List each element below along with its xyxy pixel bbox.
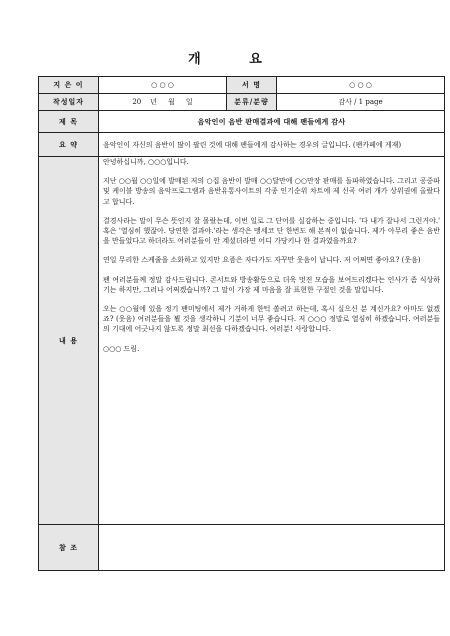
subject-label: 제 목 <box>39 111 99 133</box>
overview-form <box>38 76 445 571</box>
reference-label: 참 조 <box>39 525 99 571</box>
content-signoff: ○○○ 드림. <box>103 344 140 353</box>
category-value: 감사 / 1 page <box>277 94 445 111</box>
subject-value: 음악인이 음반 판매결과에 대해 팬들에게 감사 <box>99 111 445 133</box>
signature-label: 서 명 <box>227 77 277 94</box>
signature-value: ○ ○ ○ <box>277 77 445 94</box>
date-value: 20 년 월 일 <box>99 94 227 111</box>
content-label: 내 용 <box>39 157 99 525</box>
content-paragraph: 지난 ○○월 ○○일에 발매된 저의 ○집 음반이 발매 ○○달만에 ○○만장 판매를 돌파하였습니다. 그리고 공중파 및 케이블 방송의 음악프로그램과 음반유통사이트의 각종 인기순위 차트에 제 신곡 여러 개가 상위권에 올랐다고 합니다. <box>103 177 440 206</box>
content-body <box>99 157 445 525</box>
author-label: 지 은 이 <box>39 77 99 94</box>
summary-value: 음악인이 자신의 음반이 많이 팔린 것에 대해 팬들에게 감사하는 경우의 글입니다. (팬카페에 게재) <box>99 133 445 157</box>
content-paragraph: 결경사라는 말이 무슨 뜻인지 잘 몰랐는데, 이번 일로 그 단어를 실감하는 중입니다. '다 내가 잘나서 그런거야.' 혹은 '열심히 했잖아. 당연한 결과야.'라는 생각은 맹세코 단 한번도 해 본적이 없습니다. 제가 아무리 좋은 음반을 만들었다고 하더라도 여러분들이 안 계셨더라면 어디 가당키나 한 결과였을까요? <box>103 216 440 246</box>
content-paragraph: 팬 여러분들께 정말 감사드립니다. 콘서트와 방송활동으로 더욱 멋진 모습을 보여드리겠다는 인사가 좀 식상하기는 하지만, 그러나 어쩌겠습니까? 그 말이 가장 제 마음을 잘 표현한 구절인 것을 말입니다. <box>103 275 440 294</box>
content-paragraph: 오는 ○○월에 있을 정기 팬미팅에서 제가 거하게 한턱 쏠려고 하는데, 혹시 실으신 분 계신가요? 아마도 없겠죠? (웃음) 여러분들을 뵐 것을 생각하니 기분이 너무 좋습니다. 저 ○○○ 정말로 열심히 하겠습니다. 여러분들의 기대에 어긋나지 않도록 정말 최선을 다하겠습니다. 여러분! 사랑합니다. <box>103 305 440 334</box>
author-value: ○ ○ ○ <box>99 77 227 94</box>
date-label: 작성일자 <box>39 94 99 111</box>
summary-label: 요 약 <box>39 133 99 157</box>
document-title: 개 요 <box>188 52 284 67</box>
reference-value <box>99 525 445 571</box>
category-label: 분류/분량 <box>227 94 277 111</box>
content-paragraph: 연일 무리한 스케줄을 소화하고 있지만 요즘은 자다가도 자꾸만 웃음이 납니다. 저 어쩌면 좋아요? (웃음) <box>103 256 421 265</box>
content-paragraph: 안녕하십니까, ○○○입니다. <box>103 158 189 166</box>
